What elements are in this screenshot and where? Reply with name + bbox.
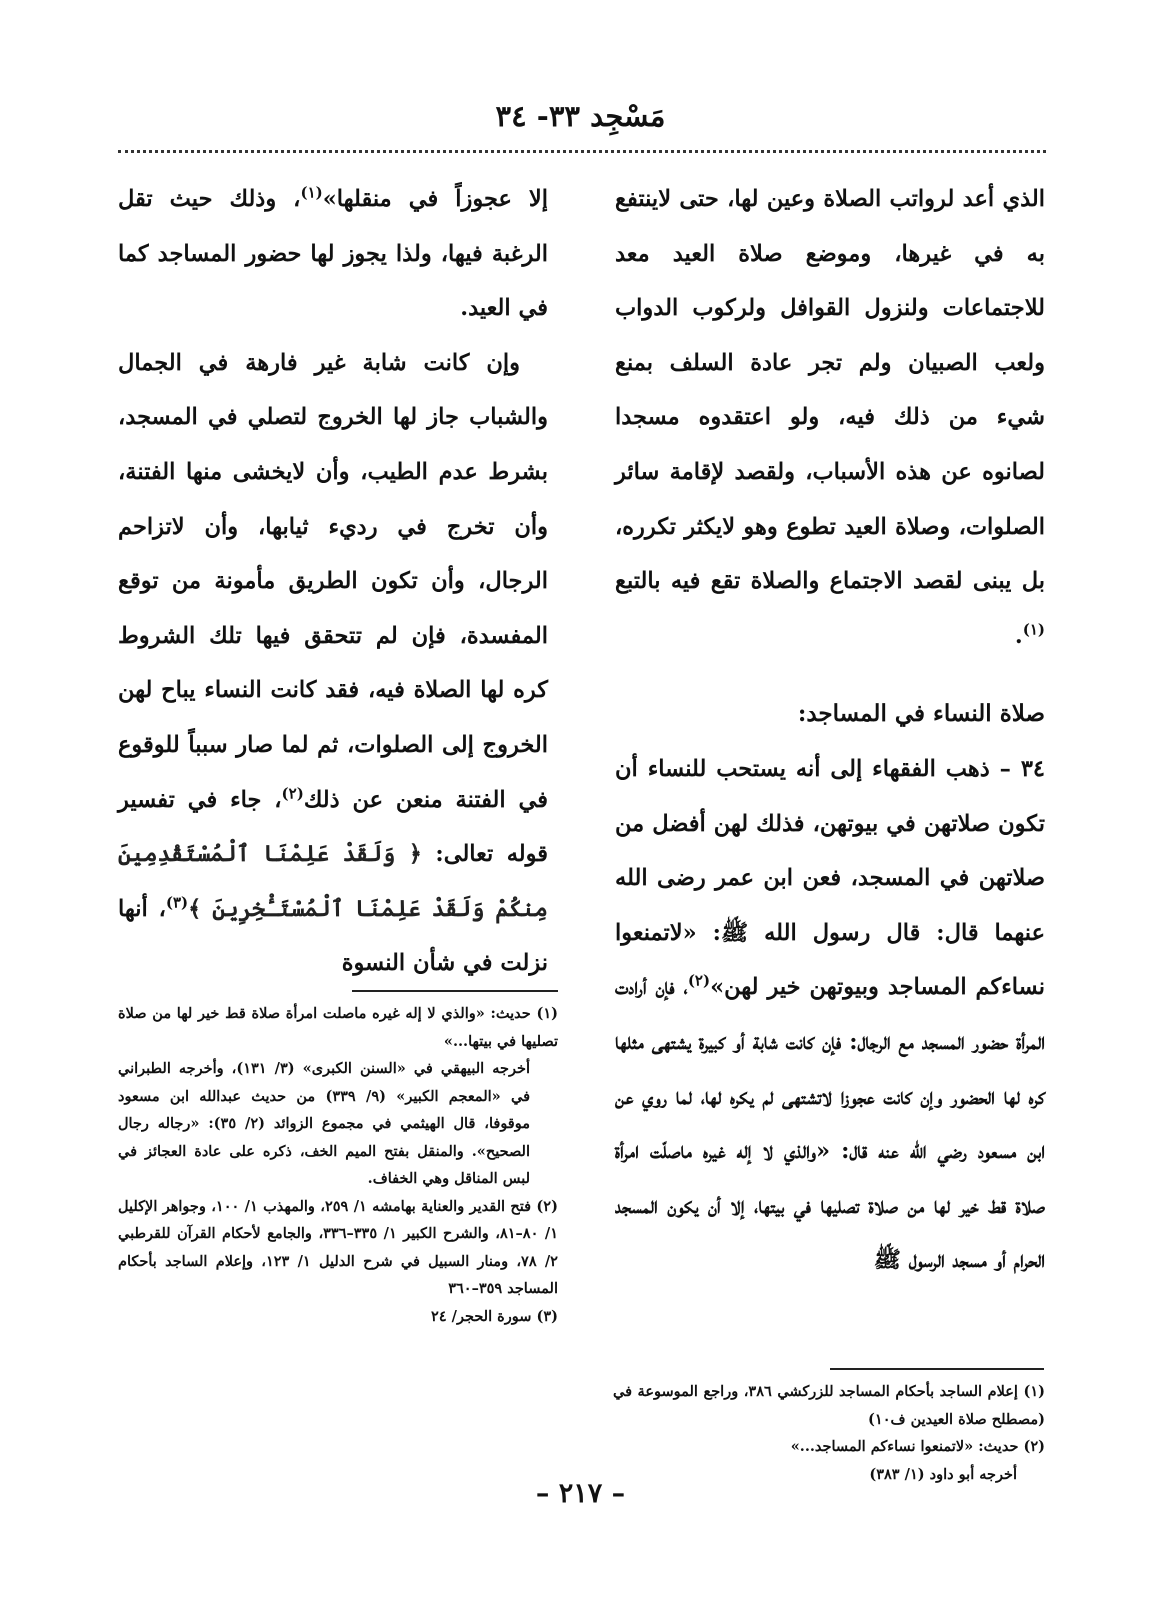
left-paragraph-1-text-b: ، وذلك حيث تقل الرغبة فيها، ولذا يجوز لها حضور المساجد كما في العيد. [118,186,548,322]
footnote-ref: (١) [1022,620,1045,639]
left-paragraph-2-text-b: ، جاء في تفسير قوله تعالى: [118,786,548,868]
footnote-1-continued: أخرجه البيهقي في «السنن الكبرى» (٣/ ١٣١)، وأخرجه الطبراني في «المعجم الكبير» (٩/ ٣٣٩) من حديث عبدالله ابن مسعود موقوفا، قال الهيثمي في مجموع الزوائد (٢/ ٣٥): «رجاله رجال الصحيح». والمنقل بفتح الميم الخف، ذكره على عادة العجائز في لبس المناقل وهي الخفاف. [118,1060,530,1187]
footnote-rule-left [352,990,558,992]
footnote-ref: (٣) [165,893,189,912]
footnotes-left [118,1000,558,1330]
right-paragraph-2 [615,742,1045,1288]
quran-verse: ﴿ وَلَقَدْ عَلِمْنَا ٱلْمُسْتَقْدِمِينَ مِنكُمْ وَلَقَدْ عَلِمْنَا ٱلْمُسْتَـْٔخِرِينَ ﴾ [118,841,548,922]
section-title: صلاة النساء في المساجد: [797,700,1045,728]
footnote-2: (٢) فتح القدير والعناية بهامشه ١/ ٢٥٩، والمهذب ١/ ١٠٠، وجواهر الإكليل ١/ ٨٠–٨١، والشرح الكبير ١/ ٣٣٥–٣٣٦، والجامع لأحكام القرآن للقرطبي ٢/ ٧٨، ومنار السبيل في شرح الدليل ١/ ١٢٣، وإعلام الساجد بأحكام المساجد ٣٥٩–٣٦٠ [118,1197,558,1297]
footnote-ref: (٢) [281,784,304,803]
right-column [615,172,1045,1288]
right-paragraph-2-text-b: ، فإن أرادت المرأة حضور المسجد مع الرجال: فإن كانت شابة أو كبيرة يشتهى مثلها كره لها الحضور وإن كانت عجوزا لاتشتهى لم يكره لها، لما روي عن ابن مسعود رضي الله عنه قال: «والذي لا إله غيره ماصلّت امرأة صلاة قط خير لها من صلاة تصليها في بيتها، إلا أن يكون المسجد الحرام أو مسجد الرسول ﷺ [615,974,1045,1274]
footnote-ref: (٢) [687,971,711,990]
footnote-1: (١) حديث: «والذي لا إله غيره ماصلت امرأة صلاة قط خير لها من صلاة تصليها في بيتها...» [118,1005,558,1050]
footnote-2-continued: أخرجه أبو داود (١/ ٣٨٣) [869,1465,1017,1483]
period: . [1014,622,1023,649]
page-header: مَسْجِد ٣٣- ٣٤ [495,99,666,133]
left-paragraph-1-text-a: إلا عجوزاً في منقلها» [322,186,548,212]
footnote-rule-right [830,1368,1044,1370]
page-number: – ٢١٧ – [535,1478,626,1509]
footnote-ref: (١) [300,183,323,202]
left-paragraph-1 [118,172,548,336]
left-column [118,172,548,991]
footnotes-right [613,1378,1045,1488]
header-dotted-rule [118,150,1046,153]
right-paragraph-1-text: الذي أعد لرواتب الصلاة وعين لها، حتى لاينتفع به في غيرها، وموضع صلاة العيد معد للاجتماعات ولنزول القوافل ولركوب الدواب ولعب الصبيان ولم تجر عادة السلف بمنع شيء من ذلك فيه، ولو اعتقدوه مسجدا لصانوه عن هذه الأسباب، ولقصد لإقامة سائر الصلوات، وصلاة العيد تطوع وهو لايكثر تكرره، بل يبنى لقصد الاجتماع والصلاة تقع فيه بالتبع [615,186,1045,595]
left-paragraph-2-text-a: وإن كانت شابة غير فارهة في الجمال والشباب جاز لها الخروج لتصلي في المسجد، بشرط عدم الطيب، وأن لايخشى منها الفتنة، وأن تخرج في رديء ثيابها، وأن لاتزاحم الرجال، وأن تكون الطريق مأمونة من توقع المفسدة، فإن لم تتحقق فيها تلك الشروط كره لها الصلاة فيه، فقد كانت النساء يباح لهن الخروج إلى الصلوات، ثم لما صار سبباً للوقوع في الفتنة منعن عن ذلك [118,349,548,813]
left-paragraph-2 [118,336,548,991]
footnote-3: (٣) سورة الحجر/ ٢٤ [431,1307,558,1325]
footnote-1: (١) إعلام الساجد بأحكام المساجد للزركشي ٣٨٦، وراجع الموسوعة في (مصطلح صلاة العيدين ف١٠) [613,1383,1045,1428]
left-paragraph-2-text-c: ، أنها نزلت في شأن النسوة [118,895,548,977]
footnote-2: (٢) حديث: «لاتمنعوا نساءكم المساجد...» [790,1438,1045,1455]
right-paragraph-1 [615,172,1045,663]
right-paragraph-2-text-a: ٣٤ – ذهب الفقهاء إلى أنه يستحب للنساء أن تكون صلاتهن في بيوتهن، فذلك لهن أفضل من صلاتهن في المسجد، فعن ابن عمر رضى الله عنهما قال: قال رسول الله ﷺ: «لاتمنعوا نساءكم المساجد وبيوتهن خير لهن» [615,755,1045,1001]
